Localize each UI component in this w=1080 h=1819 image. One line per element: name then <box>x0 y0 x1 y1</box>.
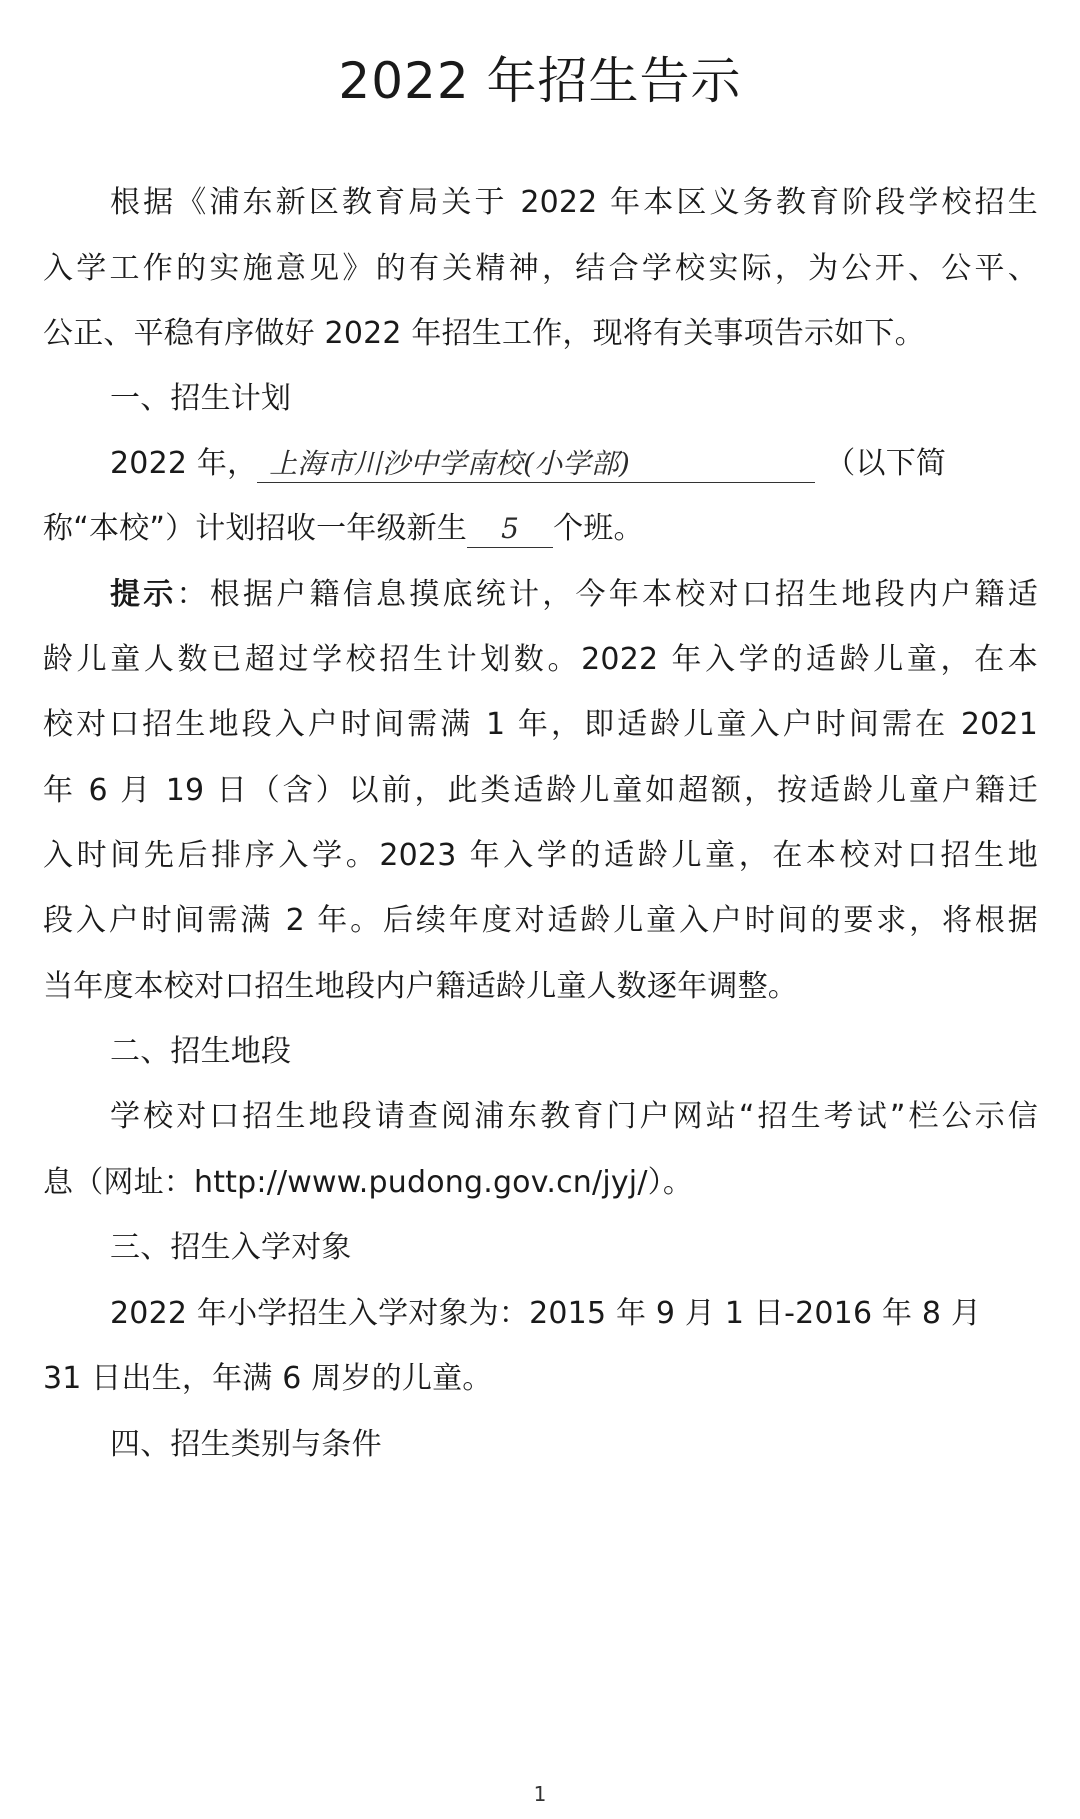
zone-line-2: 息（网址：http://www.pudong.gov.cn/jyj/）。 <box>43 1165 694 1200</box>
school-name-handwritten: 上海市川沙中学南校(小学部) <box>269 447 630 480</box>
eligibility-line-1: 2022 年小学招生入学对象为：2015 年 9 月 1 日-2016 年 8 月 <box>110 1296 982 1331</box>
section-3-heading: 三、招生入学对象 <box>110 1230 352 1265</box>
eligibility-line-2: 31 日出生，年满 6 周岁的儿童。 <box>43 1361 493 1396</box>
class-count-handwritten: 5 <box>501 512 520 545</box>
section-2-heading: 二、招生地段 <box>110 1034 292 1069</box>
plan-line-2-prefix: 称“本校”）计划招收一年级新生 <box>43 511 468 546</box>
page-title: 2022 年招生告示 <box>338 52 742 110</box>
tip-line-3: 校对口招生地段入户时间需满 1 年，即适龄儿童入户时间需在 2021 <box>43 707 1038 742</box>
tip-label: 提示 <box>110 577 177 612</box>
school-name-field <box>257 446 815 483</box>
tip-line-4: 年 6 月 19 日（含）以前，此类适龄儿童如超额，按适龄儿童户籍迁 <box>43 773 1038 808</box>
zone-line-1: 学校对口招生地段请查阅浦东教育门户网站“招生考试”栏公示信 <box>110 1099 1038 1134</box>
class-count-field <box>467 511 553 548</box>
intro-line-1: 根据《浦东新区教育局关于 2022 年本区义务教育阶段学校招生 <box>110 185 1038 220</box>
tip-line-1-text: ：根据户籍信息摸底统计，今年本校对口招生地段内户籍适 <box>176 577 1039 612</box>
section-4-heading: 四、招生类别与条件 <box>110 1427 382 1462</box>
tip-line-7: 当年度本校对口招生地段内户籍适龄儿童人数逐年调整。 <box>43 969 798 1004</box>
intro-line-3: 公正、平稳有序做好 2022 年招生工作，现将有关事项告示如下。 <box>43 316 925 351</box>
plan-line-2-suffix: 个班。 <box>553 511 644 546</box>
plan-line-2 <box>43 509 644 549</box>
plan-year-prefix: 2022 年， <box>110 446 258 481</box>
section-1-heading: 一、招生计划 <box>110 381 292 416</box>
page-number: 1 <box>533 1782 547 1806</box>
tip-line-2: 龄儿童人数已超过学校招生计划数。2022 年入学的适龄儿童，在本 <box>43 642 1038 677</box>
tip-line-1 <box>110 575 1038 615</box>
plan-line-1-suffix: （以下简 <box>825 446 947 481</box>
tip-line-6: 段入户时间需满 2 年。后续年度对适龄儿童入户时间的要求，将根据 <box>43 903 1038 938</box>
tip-line-5: 入时间先后排序入学。2023 年入学的适龄儿童，在本校对口招生地 <box>43 838 1038 873</box>
intro-line-2: 入学工作的实施意见》的有关精神，结合学校实际，为公开、公平、 <box>43 251 1038 286</box>
plan-line-1 <box>110 444 946 484</box>
